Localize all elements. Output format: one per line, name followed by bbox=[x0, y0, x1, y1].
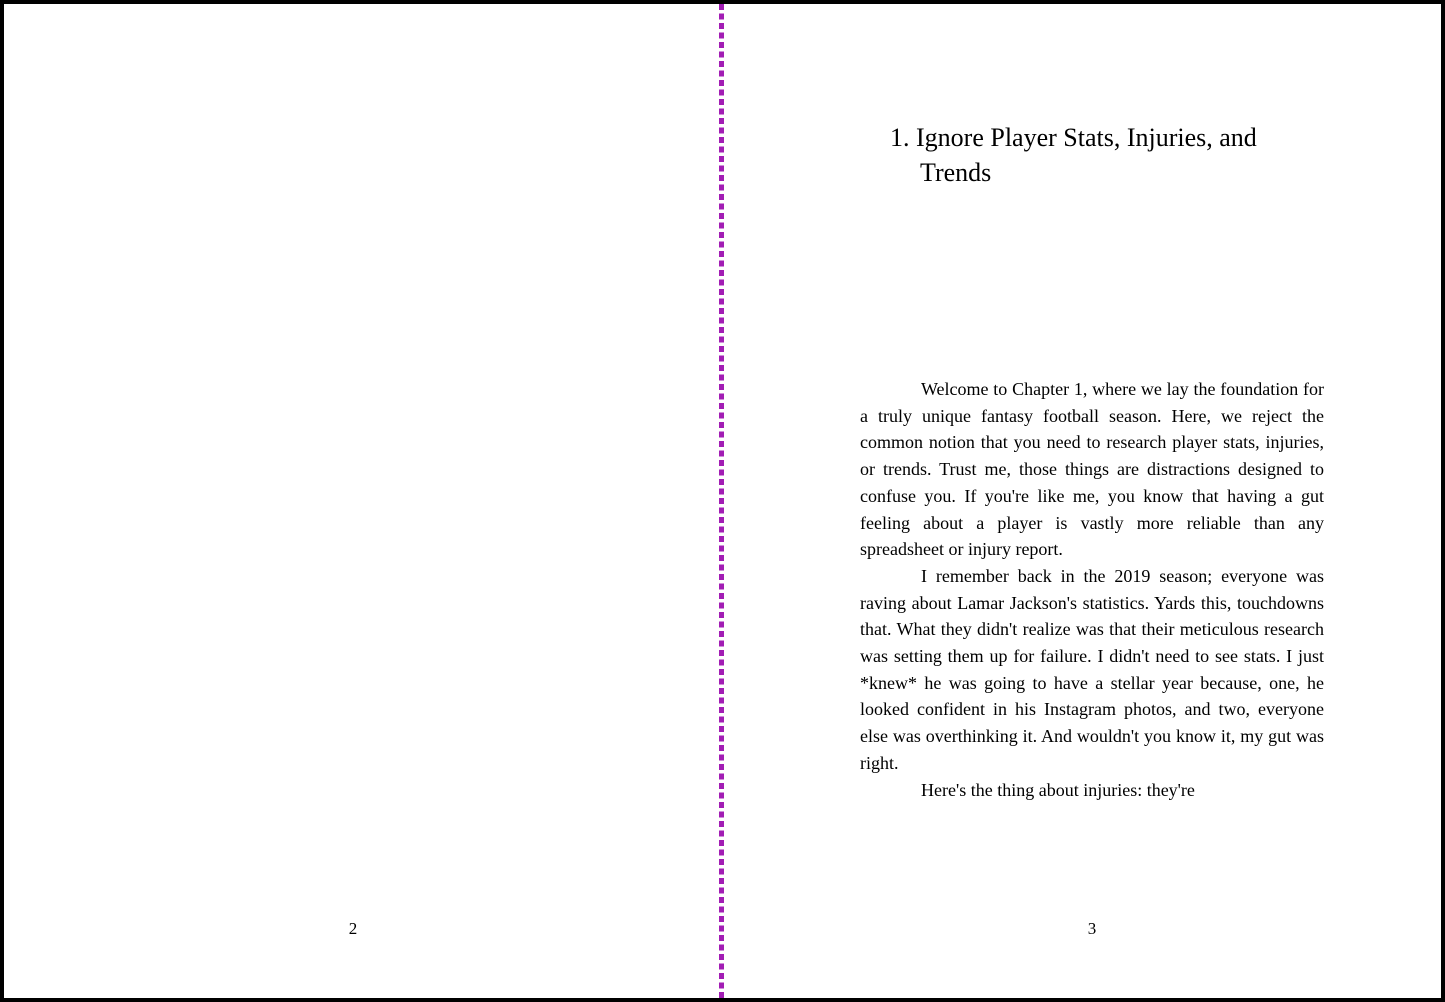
chapter-title: 1. Ignore Player Stats, Injuries, and Trends bbox=[890, 123, 1257, 187]
page-left bbox=[4, 4, 719, 998]
page-number-right: 3 bbox=[1087, 919, 1097, 938]
page-number-left: 2 bbox=[348, 919, 358, 938]
paragraph: Here's the thing about injuries: they're bbox=[921, 779, 1195, 800]
paragraph: Welcome to Chapter 1, where we lay the foundation for a truly unique fantasy football season. Here, we reject the common notion that you need to research player stats, injuries, or trends. Trust me, those things are distractions designed to confuse you. If you're like me, you know that having a gut feeling about a player is vastly more reliable than any spreadsheet or injury report. bbox=[860, 379, 1324, 560]
chapter-body bbox=[860, 376, 1324, 803]
paragraph: I remember back in the 2019 season; everyone was raving about Lamar Jackson's statistics. Yards this, touchdowns that. What they didn't realize was that their meticulous research was setting them up for failure. I didn't need to see stats. I just *knew* he was going to have a stellar year because, one, he looked confident in his Instagram photos, and two, everyone else was overthinking it. And wouldn't you know it, my gut was right. bbox=[860, 565, 1324, 773]
